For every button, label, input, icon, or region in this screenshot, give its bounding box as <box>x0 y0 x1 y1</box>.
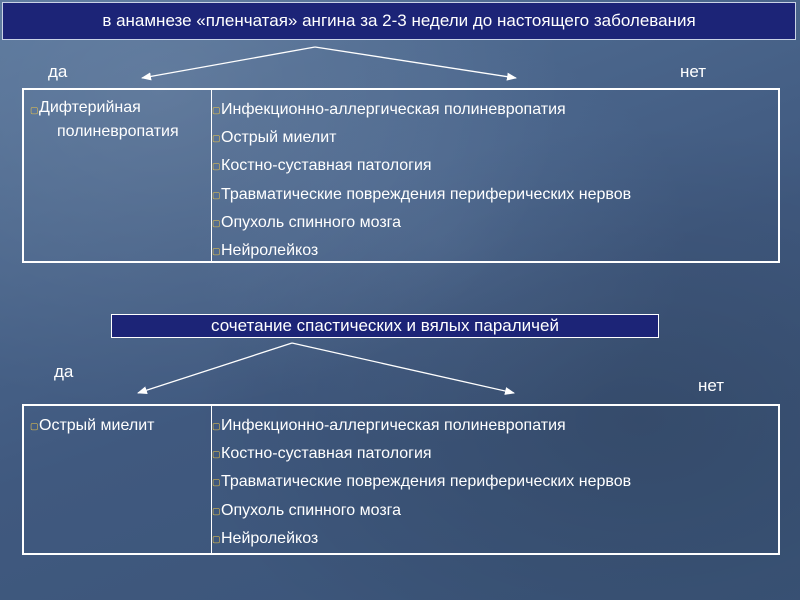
square-bullet-icon: ▢ <box>212 105 221 115</box>
list-item: ▢ Костно-суставная патология <box>212 152 778 180</box>
list-item: ▢ Костно-суставная патология <box>212 440 778 468</box>
list-item <box>30 412 211 440</box>
no-cell <box>212 90 778 261</box>
square-bullet-icon: ▢ <box>212 505 221 516</box>
square-bullet-icon: ▢ <box>212 533 221 544</box>
yes-label: да <box>54 362 74 381</box>
arrow-icon <box>292 343 514 393</box>
square-bullet-icon: ▢ <box>212 133 221 144</box>
arrow-icon <box>138 343 292 393</box>
list-item <box>30 96 211 144</box>
square-bullet-icon: ▢ <box>212 246 221 257</box>
square-bullet-icon: ▢ <box>212 477 221 488</box>
yes-cell <box>24 90 212 261</box>
yes-cell-line: полиневропатия <box>57 123 179 140</box>
list-item: ▢ Инфекционно-аллергическая полиневропатия <box>212 96 778 124</box>
yes-cell-line: Острый миелит <box>39 417 155 434</box>
list-item: ▢ Нейролейкоз <box>212 525 778 553</box>
list-item: ▢ Инфекционно-аллергическая полиневропатия <box>212 412 778 440</box>
no-cell <box>212 406 778 553</box>
square-bullet-icon: ▢ <box>212 449 221 460</box>
square-bullet-icon: ▢ <box>212 161 221 172</box>
square-bullet-icon: ▢ <box>212 421 221 431</box>
list-item: ▢ Опухоль спинного мозга <box>212 209 778 237</box>
list-item: ▢ Острый миелит <box>212 124 778 152</box>
arrow-icon <box>142 47 315 78</box>
yes-cell <box>24 406 212 553</box>
square-bullet-icon: ▢ <box>30 105 39 115</box>
list-item: ▢ Травматические повреждения периферических нервов <box>212 468 778 496</box>
arrow-icon <box>315 47 516 78</box>
diagnosis-table-2 <box>22 404 780 555</box>
diagnosis-table-1 <box>22 88 780 263</box>
yes-label: да <box>48 62 68 81</box>
list-item: ▢ Травматические повреждения периферических нервов <box>212 181 778 209</box>
no-label: нет <box>698 376 725 395</box>
square-bullet-icon: ▢ <box>212 217 221 228</box>
no-label: нет <box>680 62 707 81</box>
square-bullet-icon: ▢ <box>30 421 39 431</box>
list-item: ▢ Опухоль спинного мозга <box>212 497 778 525</box>
slide-title: в анамнезе «пленчатая» ангина за 2-3 недели до настоящего заболевания <box>2 2 796 40</box>
list-item: ▢ Нейролейкоз <box>212 237 778 265</box>
yes-cell-line: Дифтерийная <box>39 99 141 116</box>
criterion-banner: сочетание спастических и вялых параличей <box>111 314 659 338</box>
square-bullet-icon: ▢ <box>212 189 221 200</box>
